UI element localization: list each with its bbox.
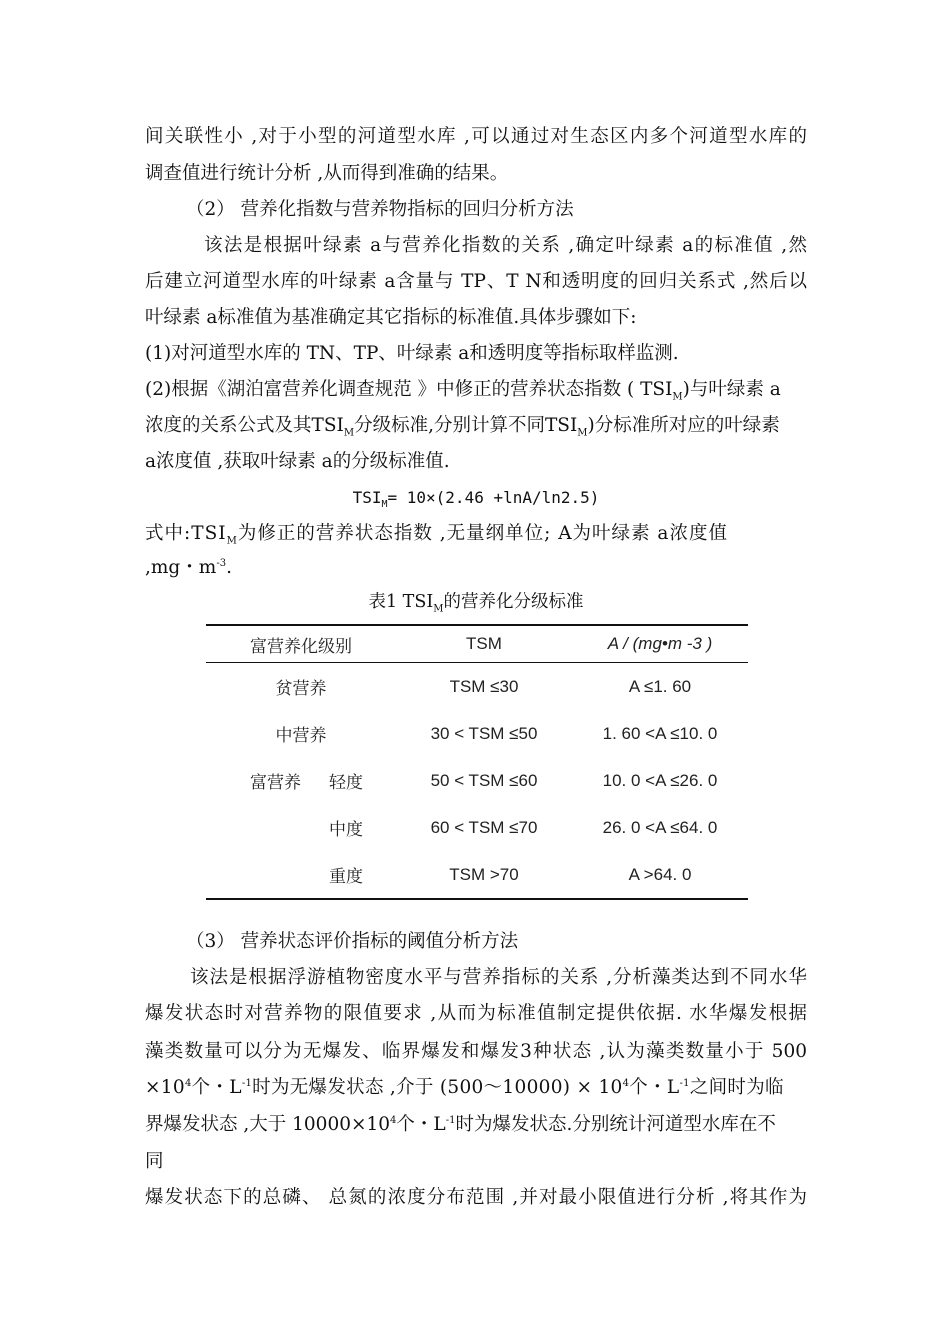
paragraph-line: 界爆发状态 ,大于 $10000\times 10^4$个・$L^{-1}$时为爆发状态.分别统计河道型水库在不	[145, 1114, 776, 1135]
paragraph-line: 藻类数量可以分为无爆发、临界爆发和爆发3种状态 ,认为藻类数量小于 500	[145, 1041, 807, 1062]
table-header-row	[206, 625, 748, 663]
paragraph-line: 爆发状态下的总磷、 总氮的浓度分布范围 ,并对最小限值进行分析 ,将其作为	[145, 1187, 807, 1208]
table-row	[206, 757, 748, 804]
cell-level: 贫营养	[275, 679, 327, 698]
cell-level-empty	[206, 804, 307, 851]
cell-a: 26. 0 <A ≤64. 0	[602, 817, 718, 837]
paragraph-line: $\times 10^4$个・$L^{-1}$时为无爆发状态 ,介于 (500～10000) × $10^4$个・$L^{-1}$之间时为临	[145, 1077, 784, 1098]
cell-a: A ≤1. 60	[628, 676, 692, 696]
table-row	[206, 663, 748, 711]
cell-sublevel: 轻度	[329, 773, 363, 792]
paragraph-line: 后建立河道型水库的叶绿素 a含量与 TP、T N和透明度的回归关系式 ,然后以	[145, 271, 807, 292]
paragraph-line: 该法是根据浮游植物密度水平与营养指标的关系 ,分析藻类达到不同水华	[190, 967, 807, 988]
cell-level-empty	[206, 851, 307, 899]
cell-a: 1. 60 <A ≤10. 0	[602, 723, 718, 743]
cell-sublevel: 重度	[307, 851, 396, 899]
table-row	[206, 851, 748, 899]
cell-a: A >64. 0	[572, 851, 748, 899]
paragraph-line: 调查值进行统计分析 ,从而得到准确的结果。	[145, 163, 509, 184]
header-level: 富营养化级别	[206, 625, 396, 663]
paragraph-line: 该法是根据叶绿素 a与营养化指数的关系 ,确定叶绿素 a的标准值 ,然	[204, 235, 807, 256]
cell-sublevel: 中度	[329, 820, 363, 839]
cell-tsm: 60 < TSM ≤70	[430, 817, 538, 837]
cell-a: 10. 0 <A ≤26. 0	[602, 770, 718, 790]
table-row	[206, 804, 748, 851]
cell-tsm: 50 < TSM ≤60	[430, 770, 538, 790]
paragraph-line: 同	[145, 1151, 164, 1172]
section-heading-2: （2） 营养化指数与营养物指标的回归分析方法	[186, 199, 574, 220]
formula-definition: ,mg・$m^{-3}$.	[145, 557, 232, 578]
paragraph-line: 叶绿素 a标准值为基准确定其它指标的标准值.具体步骤如下:	[145, 307, 637, 328]
table-row	[206, 710, 748, 757]
cell-tsm: TSM >70	[396, 851, 572, 899]
section-heading-3: （3） 营养状态评价指标的阈值分析方法	[186, 931, 519, 952]
formula: $TSI_M= 10\times(2.46 +\ln A/\ln 2.5)$	[352, 488, 600, 510]
cell-tsm: 30 < TSM ≤50	[430, 723, 538, 743]
formula-definition: 式中$:TSI_M$为修正的营养状态指数 ,无量纲单位; A为叶绿素 a浓度值	[145, 523, 728, 546]
cell-level: 富营养	[250, 773, 301, 792]
trophic-classification-table	[206, 624, 748, 900]
step-2-line: a浓度值 ,获取叶绿素 a的分级标准值.	[145, 451, 450, 472]
header-a: A / (mg•m -3 )	[572, 625, 748, 663]
step-1: (1)对河道型水库的 TN、TP、叶绿素 a和透明度等指标取样监测.	[145, 343, 679, 364]
table-caption: 表1 $TSI_M$的营养化分级标准	[368, 592, 584, 614]
step-2-line: (2)根据《湖泊富营养化调查规范 》中修正的营养状态指数 ( $TSI_M$)与叶绿素 a	[145, 379, 781, 402]
cell-level: 中营养	[275, 726, 327, 745]
cell-tsm: TSM ≤30	[449, 676, 519, 696]
step-2-line: 浓度的关系公式及其$TSI_M$分级标准,分别计算不同$TSI_M$)分标准所对应的叶绿素	[145, 415, 780, 438]
header-tsm: TSM	[396, 625, 572, 663]
paragraph-line: 间关联性小 ,对于小型的河道型水库 ,可以通过对生态区内多个河道型水库的	[145, 126, 807, 147]
paragraph-line: 爆发状态时对营养物的限值要求 ,从而为标准值制定提供依据. 水华爆发根据	[145, 1003, 807, 1024]
